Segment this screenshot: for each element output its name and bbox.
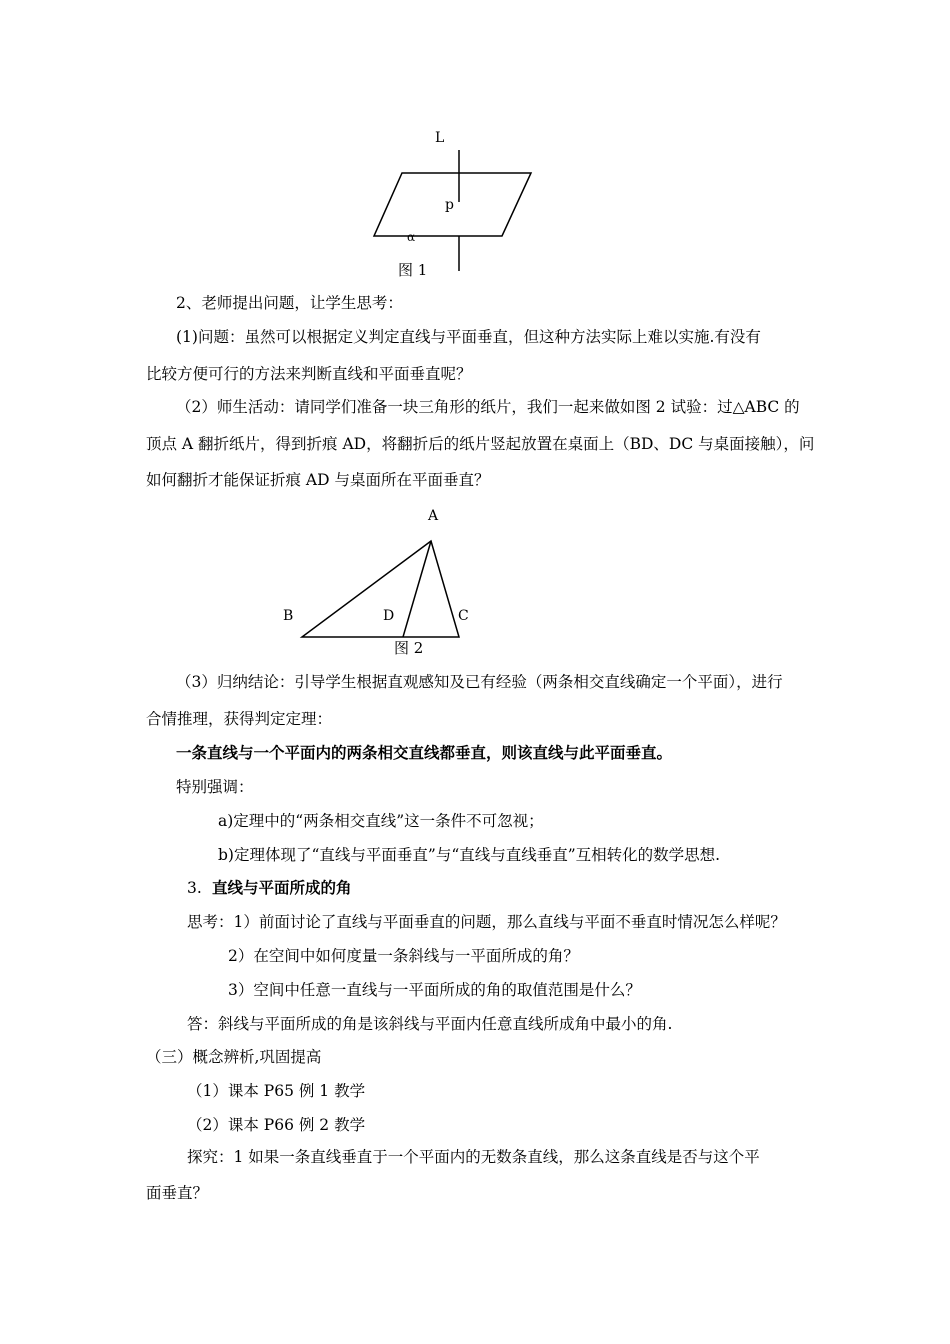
- figure1-label-alpha: α: [407, 230, 416, 244]
- figure1-caption: 图 1: [398, 261, 428, 279]
- emphasis-item-a: a)定理中的“两条相交直线”这一条件不可忽视；: [218, 812, 544, 830]
- example-2: （2）课本 P66 例 2 教学: [187, 1116, 366, 1134]
- fold-line-ad: [403, 541, 431, 637]
- figure-2: [302, 541, 459, 637]
- triangle-abc: [302, 541, 459, 637]
- figure2-label-C: C: [458, 608, 469, 624]
- question-2-3-line1: （3）归纳结论：引导学生根据直观感知及已有经验（两条相交直线确定一个平面），进行: [176, 673, 783, 691]
- question-2-2-line1: （2）师生活动：请同学们准备一块三角形的纸片，我们一起来做如图 2 试验：过△ABC 的: [176, 398, 800, 416]
- think-question-1: 思考：1）前面讨论了直线与平面垂直的问题，那么直线与平面不垂直时情况怎么样呢？: [187, 913, 786, 931]
- figure2-caption: 图 2: [394, 639, 424, 657]
- question-2-2-line3: 如何翻折才能保证折痕 AD 与桌面所在平面垂直？: [146, 471, 490, 489]
- question-2-1-line2: 比较方便可行的方法来判断直线和平面垂直呢？: [146, 365, 472, 383]
- explore-line2: 面垂直？: [146, 1184, 209, 1202]
- example-1: （1）课本 P65 例 1 教学: [187, 1082, 366, 1100]
- question-2-2-line2: 顶点 A 翻折纸片，得到折痕 AD，将翻折后的纸片竖起放置在桌面上（BD、DC 与桌面接触），问: [146, 435, 815, 453]
- figure2-label-D: D: [383, 608, 395, 624]
- explore-line1: 探究：1 如果一条直线垂直于一个平面内的无数条直线，那么这条直线是否与这个平: [187, 1148, 760, 1166]
- emphasis-item-b: b)定理体现了“直线与平面垂直”与“直线与直线垂直”互相转化的数学思想.: [218, 846, 721, 864]
- question-2-1-line1: (1)问题：虽然可以根据定义判定直线与平面垂直，但这种方法实际上难以实施.有没有: [176, 328, 761, 346]
- section-3-title: 直线与平面所成的角: [212, 878, 352, 897]
- figure1-label-L: L: [435, 130, 445, 146]
- think-question-3: 3）空间中任意一直线与一平面所成的角的取值范围是什么？: [228, 981, 641, 999]
- question-2-3-line2: 合情推理，获得判定定理：: [146, 710, 333, 728]
- theorem-statement: 一条直线与一个平面内的两条相交直线都垂直，则该直线与此平面垂直。: [176, 743, 673, 762]
- part-3-heading: （三）概念辨析,巩固提高: [146, 1048, 322, 1066]
- think-question-2: 2）在空间中如何度量一条斜线与一平面所成的角？: [228, 947, 579, 965]
- answer-text: 答：斜线与平面所成的角是该斜线与平面内任意直线所成角中最小的角.: [187, 1015, 673, 1033]
- figure2-label-A: A: [428, 508, 439, 524]
- figure2-label-B: B: [283, 608, 294, 624]
- emphasis-heading: 特别强调：: [176, 778, 254, 796]
- question-2-heading: 2、老师提出问题，让学生思考：: [176, 294, 403, 312]
- figure1-label-p: p: [445, 197, 454, 213]
- section-3-number: 3.: [187, 879, 202, 897]
